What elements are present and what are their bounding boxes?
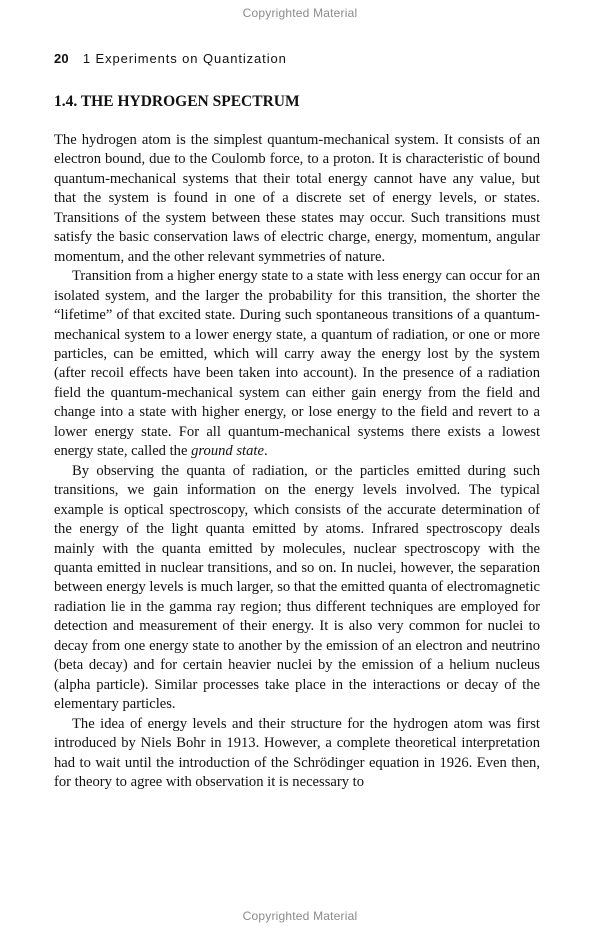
body-text [54,131,540,792]
ground-state-term: ground state [191,443,264,460]
paragraph-2-end: . [263,443,268,460]
paragraph-3: By observing the quanta of radiation, or the particles emitted during such transitions, we gain information on the energy levels involved. The typical example is optical spectroscopy, which consists of the accurate determination of the energy of the light quanta emitted by atoms. Infrared spectroscopy deals mainly with the quanta emitted by molecules, nuclear spectroscopy with the quanta emitted in nuclear transitions, and so on. In nuclei, however, the separation between energy levels is much larger, so that the emitted quanta of electromagnetic radiation lie in the gamma ray region; thus different techniques are employed for detection and measurement of their energy. It is also very common for nuclei to decay from one energy state to another by the emission of an electron and neutrino (beta decay) and for certain heavier nuclei by the emission of a helium nucleus (alpha particle). Similar processes take place in the interactions or decay of the elementary particles. [54,462,540,713]
copyright-watermark-top: Copyrighted Material [242,6,358,20]
paragraph-2-text: Transition from a higher energy state to a state with less energy can occur for an isolated system, and the larger the probability for this transition, the shorter the “lifetime” of that excited state. During such spontaneous transitions of a quantum-mechanical system to a lower energy state, a quantum of radiation, or one or more particles, can be emitted, which will carry away the energy lost by the system (after recoil effects have been taken into account). In the presence of a radiation field the quantum-mechanical system can either gain energy from the field and change into a state with higher energy, or lose energy to the field and revert to a lower energy state. For all quantum-mechanical systems there exists a lowest energy state, called the [54,268,540,460]
copyright-watermark-bottom: Copyrighted Material [242,909,358,923]
running-head [54,51,287,66]
chapter-title: 1 Experiments on Quantization [82,51,287,66]
paragraph-4: The idea of energy levels and their structure for the hydrogen atom was first introduced by Niels Bohr in 1913. However, a complete theoretical interpretation had to wait until the introduction of the Schrödinger equation in 1926. Even then, for theory to agree with observation it is necessary to [54,715,540,790]
section-heading: 1.4. THE HYDROGEN SPECTRUM [54,93,300,110]
page-number: 20 [54,51,69,66]
paragraph-1: The hydrogen atom is the simplest quantum-mechanical system. It consists of an electron bound, due to the Coulomb force, to a proton. It is characteristic of bound quantum-mechanical systems that their total energy cannot have any value, but that the system is found in one of a discrete set of energy levels, or states. Transitions of the system between these states may occur. Such transitions must satisfy the basic conservation laws of electric charge, energy, momentum, angular momentum, and the other relevant symmetries of nature. [54,132,540,265]
paragraph-2 [54,267,540,462]
